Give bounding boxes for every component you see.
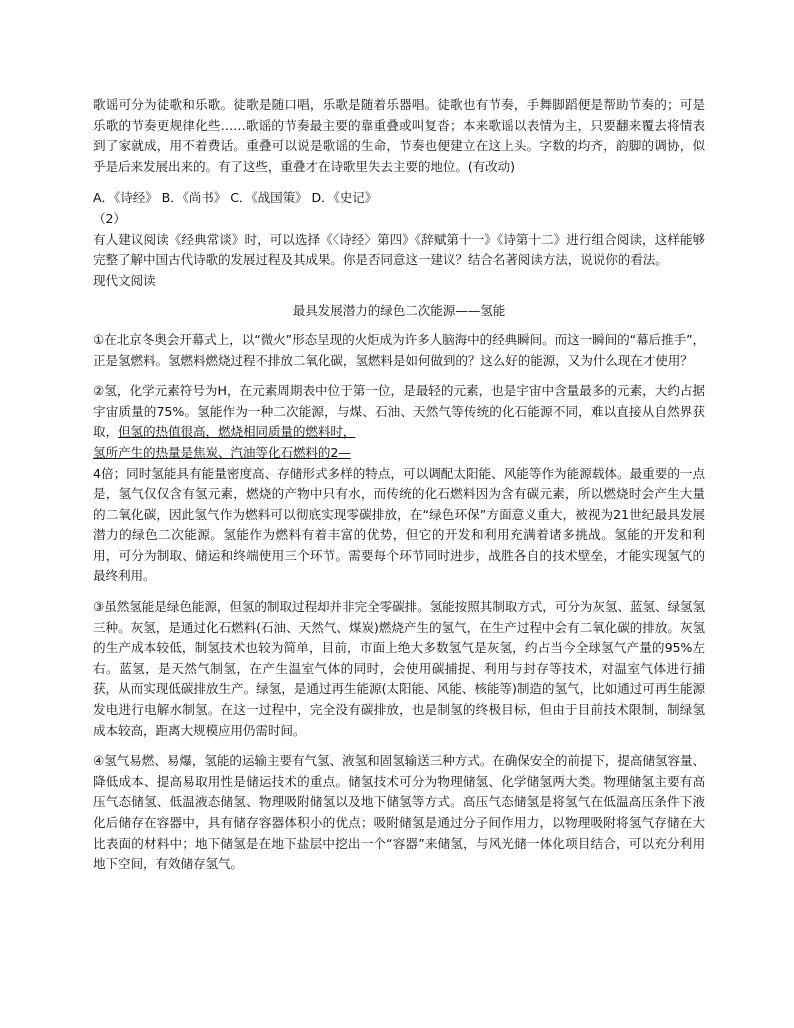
paragraph-2-underline-1: 但氢的热值很高，燃烧相同质量的燃料时， <box>118 424 356 440</box>
question-number: （2） <box>93 210 126 226</box>
paragraph-3: ③虽然氢能是绿色能源，但氢的制取过程却并非完全零碳排。氢能按照其制取方式，可分为灰氢、蓝氢、绿氢氢三种。灰氢，是通过化石燃料(石油、天然气、煤炭)燃烧产生的氢气，在生产过程中会有二氧化碳的排放。灰氢的生产成本较低，制氢技术也较为简单，目前，市面上绝大多数氢气是灰氢，约占当今全球氢气产量的95%左右。蓝氢，是天然气制氢，在产生温室气体的同时，会使用碳捕捉、利用与封存等技术，对温室气体进行捕获，从而实现低碳排放生产。绿氢，是通过再生能源(太阳能、风能、核能等)制造的氢气，比如通过可再生能源发电进行电解水制氢。在这一过程中，完全没有碳排放，也是制氢的终极目标，但由于目前技术限制，制绿氢成本较高，距离大规模应用仍需时间。 <box>93 599 705 738</box>
question-text: 有人建议阅读《经典常谈》时，可以选择《〈诗经〉第四》《辞赋第十一》《诗第十二》进行组合阅读，这样能够完整了解中国古代诗歌的发展过程及其成果。你是否同意这一建议？结合名著阅读方法，说说你的看法。 <box>93 231 705 268</box>
paragraph-4: ④氢气易燃、易爆，氢能的运输主要有气氢、液氢和固氢输送三种方式。在确保安全的前提下，提高储氢容量、降低成本、提高易取用性是储运技术的重点。储氢技术可分为物理储氢、化学储氢两大类。物理储氢主要有高压气态储氢、低温液态储氢、物理吸附储氢以及地下储氢等方式。高压气态储氢是将氢气在低温高压条件下液化后储存在容器中，具有储存容器体积小的优点；吸附储氢是通过分子间作用力，以物理吸附将氢气存储在大比表面的材料中；地下储氢是在地下盐层中挖出一个“容器”来储氢，与风光储一体化项目结合，可以充分利用地下空间，有效储存氢气。 <box>93 753 705 872</box>
paragraph-2-text-b: 4倍；同时氢能具有能量密度高、存储形式多样的特点，可以调配太阳能、风能等作为能源载体。最重要的一点是，氢气仅仅含有氢元素，燃烧的产物中只有水，而传统的化石燃料因为含有碳元素，所以燃烧时会产生大量的二氧化碳，因此氢气作为燃料可以彻底实现零碳排放，在“绿色环保”方面意义重大，被视为21世纪最具发展潜力的绿色二次能源。氢能作为燃料有着丰富的优势，但它的开发和利用充满着诸多挑战。氢能的开发和利用，可分为制取、储运和终端使用三个环节。需要每个环节同时进步，战胜各自的技术壁垒，才能实现氢气的最终利用。 <box>93 465 705 584</box>
section-label: 现代文阅读 <box>93 272 156 288</box>
paragraph-1: ①在北京冬奥会开幕式上，以“微火”形态呈现的火炬成为许多人脑海中的经典瞬间。而这一瞬间的“幕后推手”，正是氢燃料。氢燃料燃烧过程不排放二氧化碳，氢燃料是如何做到的？这么好的能源，又为什么现在才使用？ <box>93 331 705 368</box>
document-page <box>93 95 705 885</box>
paragraph-2-underline-2: 氢所产生的热量是焦炭、汽油等化石燃料的2— <box>93 444 351 460</box>
answer-options: A．《诗经》 B．《尚书》 C．《战国策》 D．《史记》 <box>93 190 378 206</box>
paragraph-2-text-a: ②氢，化学元素符号为H，在元素周期表中位于第一位，是最轻的元素，也是宇宙中含量最多的元素，大约占据宇宙质量的75%。氢能作为一种二次能源，与煤、石油、天然气等传统的化石能源不同，难以直接从自然界获取， <box>93 383 705 440</box>
paragraph-2 <box>93 381 705 587</box>
intro-paragraph: 歌谣可分为徒歌和乐歌。徒歌是随口唱，乐歌是随着乐器唱。徒歌也有节奏，手舞脚蹈便是帮助节奏的；可是乐歌的节奏更规律化些……歌谣的节奏最主要的靠重叠或叫复沓；本来歌谣以表情为主，只要翻来覆去将情表到了家就成，用不着费话。重叠可以说是歌谣的生命，节奏也便建立在这上头。字数的均齐，韵脚的调协，似乎是后来发展出来的。有了这些，重叠才在诗歌里失去主要的地位。(有改动) <box>93 97 705 174</box>
article-title: 最具发展潜力的绿色二次能源——氢能 <box>292 303 506 319</box>
